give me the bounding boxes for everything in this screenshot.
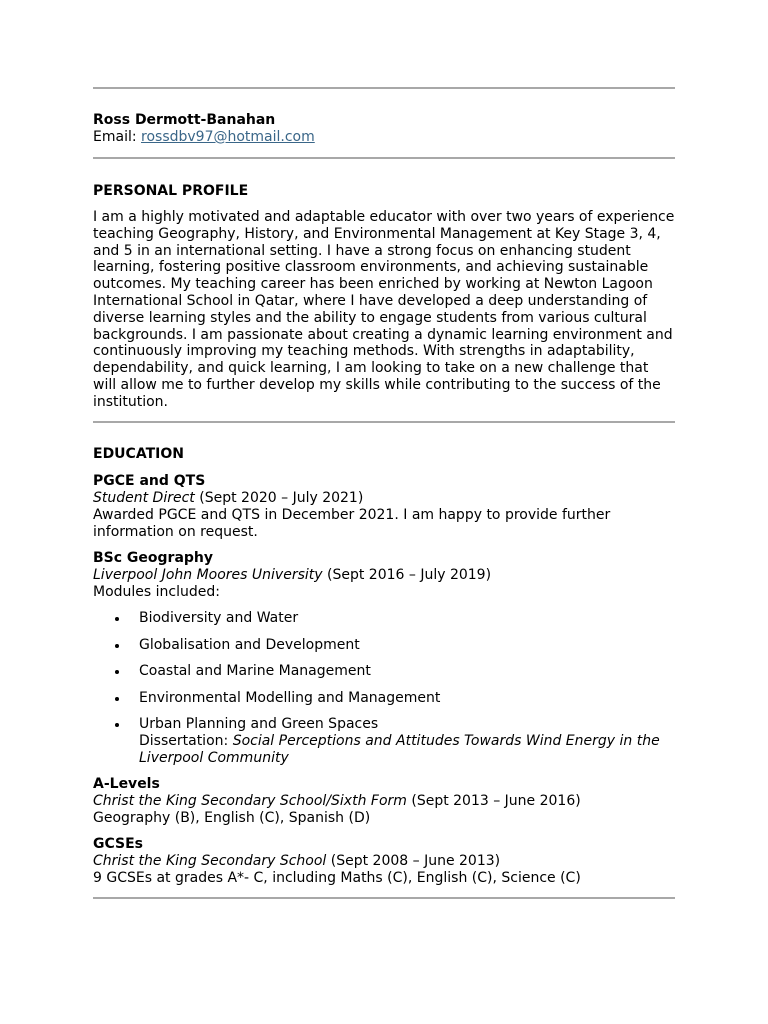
bsc-institution-line — [93, 567, 491, 584]
gcses-institution: Christ the King Secondary School — [93, 853, 327, 869]
pgce-dates: (Sept 2020 – July 2021) — [194, 490, 364, 506]
dissertation-title: Liverpool Community — [139, 750, 289, 766]
alevels-dates: (Sept 2013 – June 2016) — [406, 793, 581, 809]
dissertation-line — [139, 733, 660, 750]
bullet-icon — [115, 690, 123, 707]
module-item: Coastal and Marine Management — [139, 663, 371, 679]
bullet-icon — [115, 610, 123, 627]
pgce-description: Awarded PGCE and QTS in December 2021. I am happy to provide further — [93, 507, 611, 523]
bsc-dates: (Sept 2016 – July 2019) — [322, 567, 492, 583]
module-item: Globalisation and Development — [139, 637, 360, 653]
divider — [93, 897, 675, 899]
bullet-icon — [115, 637, 123, 654]
bullet-icon — [115, 663, 123, 680]
alevels-title: A-Levels — [93, 776, 160, 792]
profile-text: I am a highly motivated and adaptable educator with over two years of experience teaching Geography, History, and Environmental Management at Key Stage 3, 4, and 5 in an international setting. I have a strong focus on enhancing student learning, fostering positive classroom environments, and achieving sustainable outcomes. My teaching career has been enriched by working at Newton Lagoon International School in Qatar, where I have developed a deep understanding of diverse learning styles and the ability to engage students from various cultural backgrounds. I am passionate about creating a dynamic learning environment and continuously improving my teaching methods. With strengths in adaptability, dependability, and quick learning, I am looking to take on a new challenge that will allow me to further develop my skills while contributing to the success of the institution. — [93, 209, 675, 410]
candidate-name: Ross Dermott-Banahan — [93, 112, 276, 128]
bullet-icon — [115, 716, 123, 733]
modules-label: Modules included: — [93, 584, 220, 600]
bsc-institution: Liverpool John Moores University — [93, 567, 323, 583]
dissertation-title: Social Perceptions and Attitudes Towards Wind Energy in the — [232, 733, 660, 749]
dissertation-label: Dissertation: — [139, 733, 233, 749]
gcses-institution-line — [93, 853, 500, 870]
module-item: Biodiversity and Water — [139, 610, 299, 626]
section-heading-education: EDUCATION — [93, 446, 184, 462]
alevels-institution: Christ the King Secondary School/Sixth Form — [93, 793, 407, 809]
module-item: Urban Planning and Green Spaces — [139, 716, 379, 732]
divider — [93, 87, 675, 89]
alevels-institution-line — [93, 793, 581, 810]
gcses-title: GCSEs — [93, 836, 144, 852]
pgce-description: information on request. — [93, 524, 258, 540]
pgce-institution: Student Direct — [93, 490, 195, 506]
pgce-title: PGCE and QTS — [93, 473, 206, 489]
divider — [93, 421, 675, 423]
section-heading-profile: PERSONAL PROFILE — [93, 183, 249, 199]
gcses-grades: 9 GCSEs at grades A*- C, including Maths (C), English (C), Science (C) — [93, 870, 581, 886]
pgce-institution-line — [93, 490, 363, 507]
divider — [93, 157, 675, 159]
email-label: Email: — [93, 129, 142, 145]
email-link[interactable]: rossdbv97@hotmail.com — [141, 129, 315, 145]
email-line — [93, 129, 315, 146]
alevels-grades: Geography (B), English (C), Spanish (D) — [93, 810, 371, 826]
gcses-dates: (Sept 2008 – June 2013) — [326, 853, 501, 869]
bsc-title: BSc Geography — [93, 550, 214, 566]
module-item: Environmental Modelling and Management — [139, 690, 441, 706]
